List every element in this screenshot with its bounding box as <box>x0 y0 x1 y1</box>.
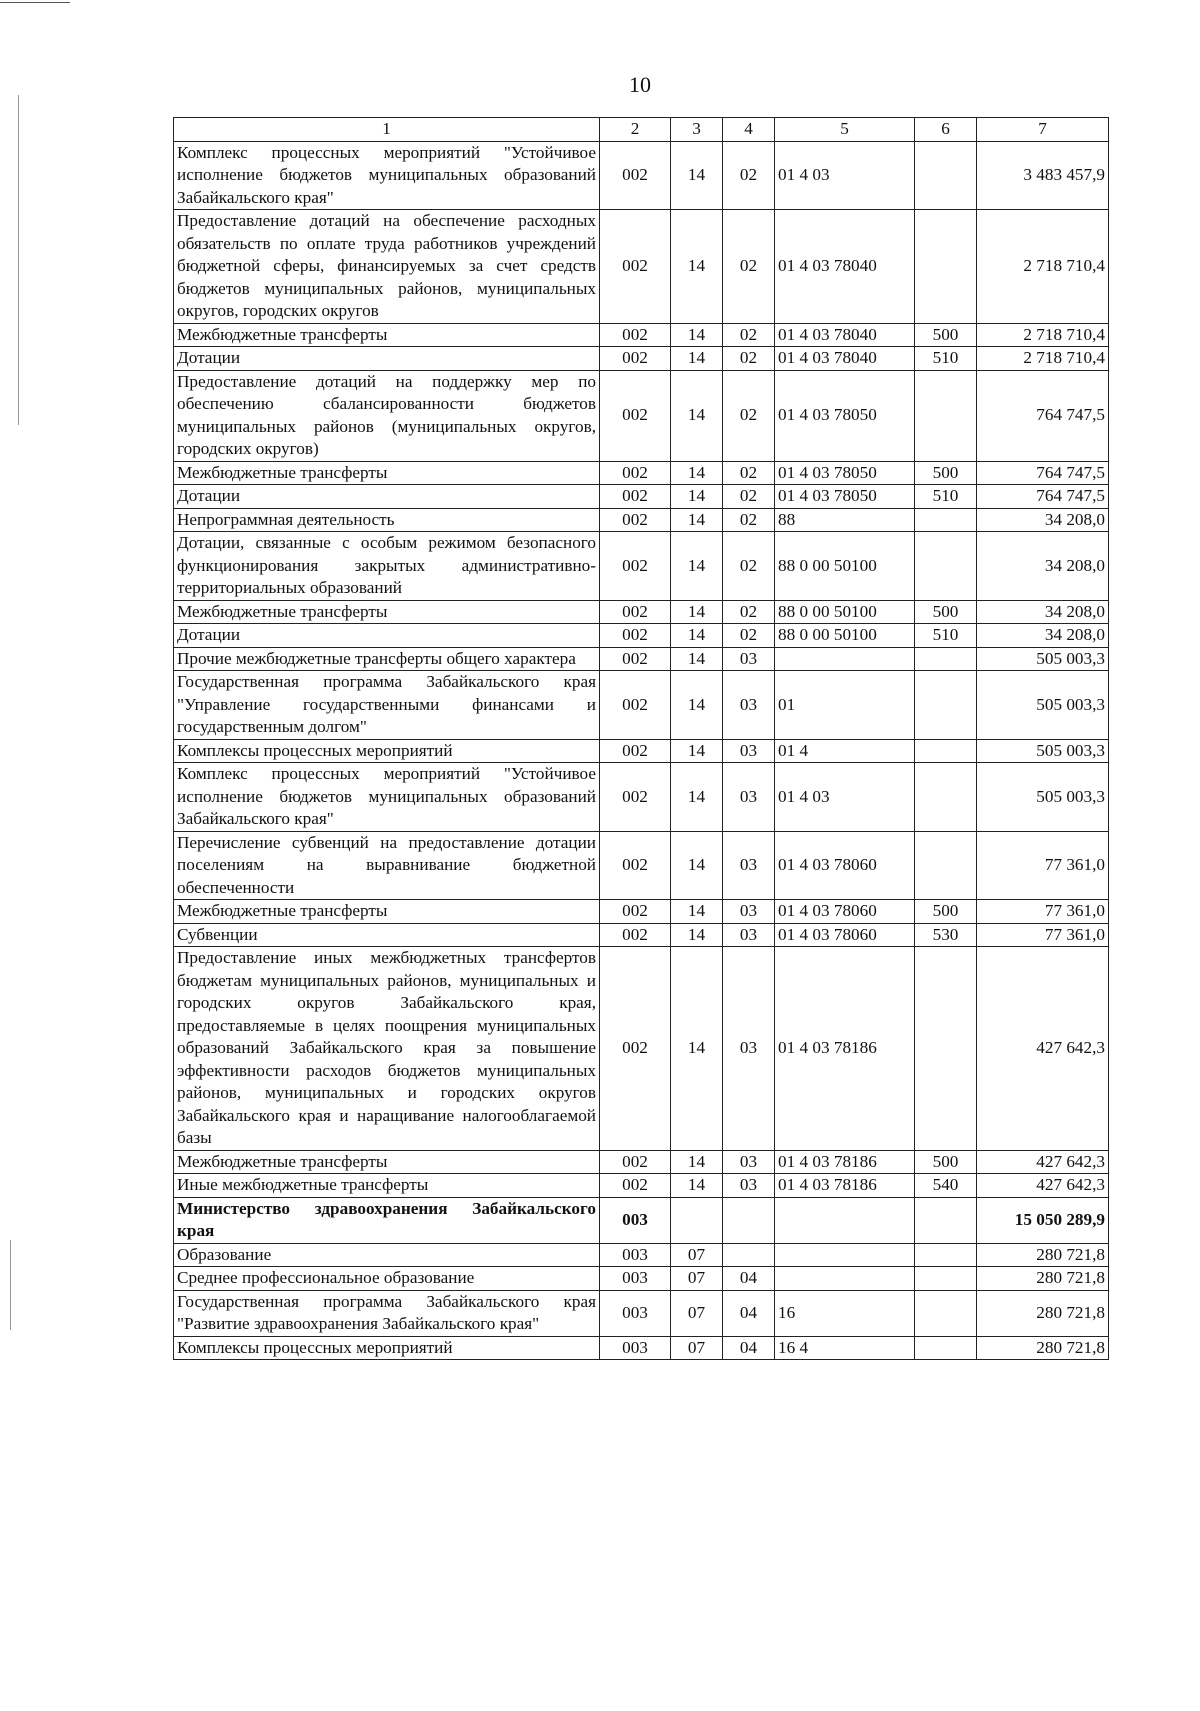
column-header: 4 <box>723 118 775 142</box>
column-header: 2 <box>600 118 671 142</box>
amount: 77 361,0 <box>977 831 1109 900</box>
amount: 764 747,5 <box>977 370 1109 461</box>
subsection-code: 02 <box>723 370 775 461</box>
ministry-code: 002 <box>600 485 671 509</box>
line-item-name: Иные межбюджетные трансферты <box>174 1174 600 1198</box>
line-item-name: Образование <box>174 1243 600 1267</box>
amount: 505 003,3 <box>977 763 1109 832</box>
amount: 34 208,0 <box>977 508 1109 532</box>
expense-type-code: 510 <box>915 347 977 371</box>
table-row <box>174 647 1109 671</box>
subsection-code: 03 <box>723 671 775 740</box>
subsection-code: 02 <box>723 347 775 371</box>
subsection-code: 03 <box>723 923 775 947</box>
line-item-name: Комплекс процессных мероприятий "Устойчивое исполнение бюджетов муниципальных образований Забайкальского края" <box>174 141 600 210</box>
subsection-code: 04 <box>723 1267 775 1291</box>
subsection-code: 02 <box>723 624 775 648</box>
column-header: 1 <box>174 118 600 142</box>
ministry-code: 002 <box>600 900 671 924</box>
section-code: 14 <box>671 947 723 1151</box>
table-row <box>174 210 1109 324</box>
line-item-name: Среднее профессиональное образование <box>174 1267 600 1291</box>
target-article-code: 01 4 03 78186 <box>775 1174 915 1198</box>
target-article-code: 16 4 <box>775 1336 915 1360</box>
expense-type-code <box>915 1336 977 1360</box>
subsection-code: 03 <box>723 831 775 900</box>
column-header: 7 <box>977 118 1109 142</box>
subsection-code <box>723 1243 775 1267</box>
section-code: 14 <box>671 923 723 947</box>
target-article-code: 01 4 03 78060 <box>775 831 915 900</box>
expense-type-code <box>915 739 977 763</box>
amount: 427 642,3 <box>977 1174 1109 1198</box>
section-code: 14 <box>671 210 723 324</box>
ministry-code: 002 <box>600 624 671 648</box>
target-article-code: 01 4 03 78050 <box>775 461 915 485</box>
table-row <box>174 1174 1109 1198</box>
section-code: 14 <box>671 831 723 900</box>
amount: 34 208,0 <box>977 624 1109 648</box>
line-item-name: Предоставление дотаций на обеспечение расходных обязательств по оплате труда работников учреждений бюджетной сферы, финансируемых за счет средств бюджетов муниципальных районов, муниципальных округов, городских округов <box>174 210 600 324</box>
table-row <box>174 141 1109 210</box>
ministry-code: 003 <box>600 1243 671 1267</box>
target-article-code: 01 4 03 78040 <box>775 323 915 347</box>
expense-type-code: 510 <box>915 624 977 648</box>
table-row <box>174 508 1109 532</box>
section-code: 14 <box>671 508 723 532</box>
subsection-code: 02 <box>723 532 775 601</box>
section-code: 14 <box>671 532 723 601</box>
target-article-code: 01 4 03 78060 <box>775 900 915 924</box>
target-article-code: 01 4 03 78050 <box>775 485 915 509</box>
target-article-code: 88 0 00 50100 <box>775 624 915 648</box>
ministry-code: 002 <box>600 739 671 763</box>
amount: 34 208,0 <box>977 532 1109 601</box>
section-code: 14 <box>671 485 723 509</box>
table-row <box>174 1243 1109 1267</box>
target-article-code: 88 <box>775 508 915 532</box>
scan-mark-left-2 <box>10 1240 11 1330</box>
ministry-code: 002 <box>600 647 671 671</box>
subsection-code: 03 <box>723 739 775 763</box>
section-code: 14 <box>671 647 723 671</box>
expense-type-code: 500 <box>915 600 977 624</box>
expense-type-code: 510 <box>915 485 977 509</box>
amount: 3 483 457,9 <box>977 141 1109 210</box>
scan-mark-left-1 <box>18 95 19 425</box>
ministry-code: 002 <box>600 461 671 485</box>
target-article-code: 01 4 03 <box>775 763 915 832</box>
line-item-name: Государственная программа Забайкальского края "Развитие здравоохранения Забайкальского края" <box>174 1290 600 1336</box>
ministry-code: 002 <box>600 600 671 624</box>
expense-type-code: 530 <box>915 923 977 947</box>
target-article-code: 01 4 <box>775 739 915 763</box>
amount: 764 747,5 <box>977 485 1109 509</box>
section-code <box>671 1197 723 1243</box>
table-header-row <box>174 118 1109 142</box>
table-row <box>174 600 1109 624</box>
section-code: 07 <box>671 1267 723 1291</box>
line-item-name: Межбюджетные трансферты <box>174 1150 600 1174</box>
subsection-code: 03 <box>723 1174 775 1198</box>
target-article-code: 16 <box>775 1290 915 1336</box>
subsection-code: 02 <box>723 508 775 532</box>
ministry-code: 002 <box>600 923 671 947</box>
table-row <box>174 1267 1109 1291</box>
subsection-code: 02 <box>723 461 775 485</box>
target-article-code: 01 <box>775 671 915 740</box>
line-item-name: Межбюджетные трансферты <box>174 323 600 347</box>
target-article-code: 88 0 00 50100 <box>775 600 915 624</box>
section-code: 07 <box>671 1243 723 1267</box>
section-code: 07 <box>671 1336 723 1360</box>
table-row <box>174 923 1109 947</box>
line-item-name: Перечисление субвенций на предоставление дотации поселениям на выравнивание бюджетной обеспеченности <box>174 831 600 900</box>
expense-type-code <box>915 671 977 740</box>
section-code: 14 <box>671 323 723 347</box>
line-item-name: Комплекс процессных мероприятий "Устойчивое исполнение бюджетов муниципальных образований Забайкальского края" <box>174 763 600 832</box>
subsection-code: 02 <box>723 141 775 210</box>
line-item-name: Комплексы процессных мероприятий <box>174 1336 600 1360</box>
line-item-name: Комплексы процессных мероприятий <box>174 739 600 763</box>
ministry-code: 002 <box>600 831 671 900</box>
amount: 280 721,8 <box>977 1336 1109 1360</box>
expense-type-code <box>915 647 977 671</box>
ministry-code: 003 <box>600 1267 671 1291</box>
target-article-code: 01 4 03 78060 <box>775 923 915 947</box>
amount: 280 721,8 <box>977 1267 1109 1291</box>
section-code: 14 <box>671 900 723 924</box>
amount: 2 718 710,4 <box>977 347 1109 371</box>
line-item-name: Министерство здравоохранения Забайкальского края <box>174 1197 600 1243</box>
ministry-code: 002 <box>600 323 671 347</box>
line-item-name: Дотации, связанные с особым режимом безопасного функционирования закрытых административно-территориальных образований <box>174 532 600 601</box>
ministry-code: 002 <box>600 141 671 210</box>
subsection-code: 02 <box>723 323 775 347</box>
expense-type-code <box>915 1197 977 1243</box>
amount: 505 003,3 <box>977 647 1109 671</box>
column-header: 3 <box>671 118 723 142</box>
page-number: 10 <box>629 72 651 97</box>
section-code: 07 <box>671 1290 723 1336</box>
subsection-code: 04 <box>723 1336 775 1360</box>
expense-type-code <box>915 947 977 1151</box>
section-code: 14 <box>671 461 723 485</box>
expense-type-code <box>915 831 977 900</box>
amount: 427 642,3 <box>977 1150 1109 1174</box>
target-article-code <box>775 647 915 671</box>
scan-mark-top <box>0 2 70 3</box>
budget-table <box>173 117 1109 1360</box>
table-row <box>174 370 1109 461</box>
subsection-code: 03 <box>723 900 775 924</box>
ministry-code: 002 <box>600 210 671 324</box>
amount: 77 361,0 <box>977 900 1109 924</box>
table-row <box>174 485 1109 509</box>
line-item-name: Государственная программа Забайкальского края "Управление государственными финансами и государственным долгом" <box>174 671 600 740</box>
table-body <box>174 141 1109 1360</box>
amount: 280 721,8 <box>977 1290 1109 1336</box>
line-item-name: Межбюджетные трансферты <box>174 900 600 924</box>
line-item-name: Субвенции <box>174 923 600 947</box>
line-item-name: Межбюджетные трансферты <box>174 461 600 485</box>
ministry-code: 002 <box>600 532 671 601</box>
line-item-name: Предоставление иных межбюджетных трансфертов бюджетам муниципальных районов, муниципальных и городских округов Забайкальского края, предоставляемые в целях поощрения муниципальных образований Забайкальского края за повышение эффективности расходов бюджетов муниципальных районов, муниципальных и городских округов Забайкальского края и наращивание налогооблагаемой базы <box>174 947 600 1151</box>
table-row <box>174 624 1109 648</box>
target-article-code: 01 4 03 78040 <box>775 210 915 324</box>
target-article-code: 01 4 03 78186 <box>775 1150 915 1174</box>
table-row <box>174 532 1109 601</box>
subsection-code: 03 <box>723 763 775 832</box>
ministry-code: 002 <box>600 671 671 740</box>
subsection-code: 02 <box>723 600 775 624</box>
line-item-name: Дотации <box>174 485 600 509</box>
line-item-name: Прочие межбюджетные трансферты общего характера <box>174 647 600 671</box>
amount: 427 642,3 <box>977 947 1109 1151</box>
expense-type-code: 500 <box>915 900 977 924</box>
amount: 764 747,5 <box>977 461 1109 485</box>
subsection-code: 04 <box>723 1290 775 1336</box>
line-item-name: Непрограммная деятельность <box>174 508 600 532</box>
target-article-code: 01 4 03 <box>775 141 915 210</box>
expense-type-code <box>915 1267 977 1291</box>
line-item-name: Дотации <box>174 347 600 371</box>
section-code: 14 <box>671 370 723 461</box>
section-code: 14 <box>671 347 723 371</box>
ministry-code: 002 <box>600 370 671 461</box>
expense-type-code <box>915 1290 977 1336</box>
ministry-code: 002 <box>600 947 671 1151</box>
expense-type-code <box>915 210 977 324</box>
target-article-code <box>775 1267 915 1291</box>
subsection-code: 02 <box>723 210 775 324</box>
section-code: 14 <box>671 671 723 740</box>
section-code: 14 <box>671 1150 723 1174</box>
section-code: 14 <box>671 600 723 624</box>
column-header: 5 <box>775 118 915 142</box>
subsection-code: 03 <box>723 647 775 671</box>
ministry-code: 002 <box>600 1174 671 1198</box>
column-header: 6 <box>915 118 977 142</box>
line-item-name: Дотации <box>174 624 600 648</box>
ministry-code: 002 <box>600 508 671 532</box>
expense-type-code <box>915 508 977 532</box>
target-article-code: 88 0 00 50100 <box>775 532 915 601</box>
table-row <box>174 947 1109 1151</box>
section-code: 14 <box>671 624 723 648</box>
amount: 280 721,8 <box>977 1243 1109 1267</box>
amount: 15 050 289,9 <box>977 1197 1109 1243</box>
section-code: 14 <box>671 141 723 210</box>
target-article-code <box>775 1197 915 1243</box>
table-row <box>174 763 1109 832</box>
table-row <box>174 739 1109 763</box>
target-article-code: 01 4 03 78186 <box>775 947 915 1151</box>
line-item-name: Межбюджетные трансферты <box>174 600 600 624</box>
ministry-code: 002 <box>600 763 671 832</box>
amount: 505 003,3 <box>977 671 1109 740</box>
subsection-code: 02 <box>723 485 775 509</box>
table-row <box>174 1150 1109 1174</box>
table-row <box>174 1290 1109 1336</box>
subsection-code: 03 <box>723 1150 775 1174</box>
expense-type-code <box>915 763 977 832</box>
ministry-code: 002 <box>600 347 671 371</box>
amount: 34 208,0 <box>977 600 1109 624</box>
expense-type-code <box>915 1243 977 1267</box>
expense-type-code <box>915 141 977 210</box>
amount: 2 718 710,4 <box>977 323 1109 347</box>
section-code: 14 <box>671 1174 723 1198</box>
target-article-code: 01 4 03 78040 <box>775 347 915 371</box>
subsection-code: 03 <box>723 947 775 1151</box>
target-article-code <box>775 1243 915 1267</box>
table-row <box>174 671 1109 740</box>
ministry-code: 003 <box>600 1290 671 1336</box>
ministry-code: 002 <box>600 1150 671 1174</box>
table-row <box>174 347 1109 371</box>
target-article-code: 01 4 03 78050 <box>775 370 915 461</box>
amount: 2 718 710,4 <box>977 210 1109 324</box>
expense-type-code: 500 <box>915 323 977 347</box>
section-code: 14 <box>671 739 723 763</box>
table-row <box>174 323 1109 347</box>
line-item-name: Предоставление дотаций на поддержку мер по обеспечению сбалансированности бюджетов муниципальных районов (муниципальных округов, городских округов) <box>174 370 600 461</box>
section-code: 14 <box>671 763 723 832</box>
expense-type-code: 540 <box>915 1174 977 1198</box>
subsection-code <box>723 1197 775 1243</box>
ministry-code: 003 <box>600 1336 671 1360</box>
amount: 505 003,3 <box>977 739 1109 763</box>
expense-type-code <box>915 370 977 461</box>
expense-type-code <box>915 532 977 601</box>
table-row <box>174 1336 1109 1360</box>
table-row <box>174 1197 1109 1243</box>
amount: 77 361,0 <box>977 923 1109 947</box>
expense-type-code: 500 <box>915 1150 977 1174</box>
table-row <box>174 461 1109 485</box>
table-row <box>174 831 1109 900</box>
table-row <box>174 900 1109 924</box>
expense-type-code: 500 <box>915 461 977 485</box>
ministry-code: 003 <box>600 1197 671 1243</box>
